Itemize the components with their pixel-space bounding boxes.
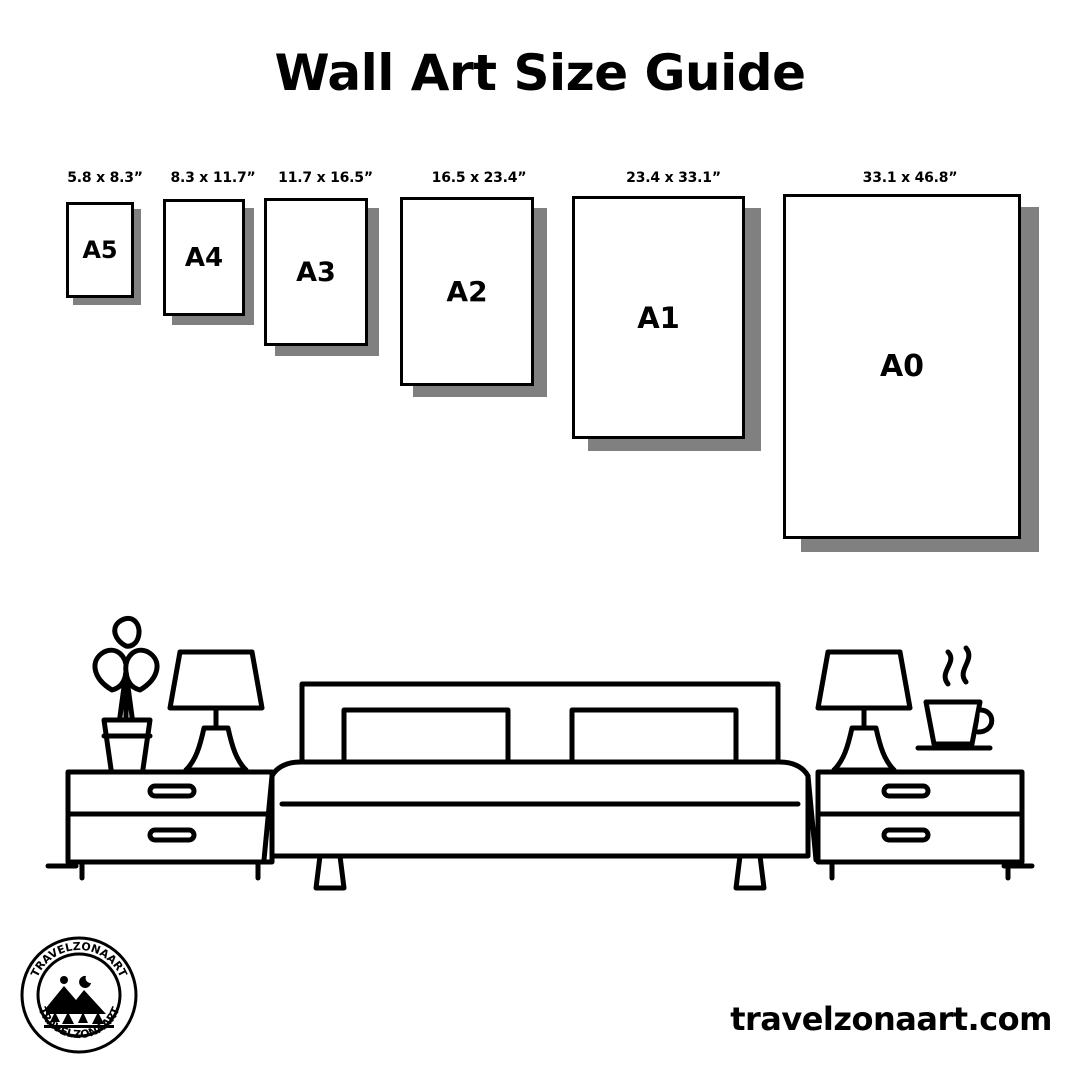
right-nightstand-icon [818, 772, 1022, 878]
frame-dimension-label-a3: 11.7 x 16.5” [278, 170, 373, 186]
frame-dimension-label-a2: 16.5 x 23.4” [431, 170, 527, 186]
coffee-cup-icon [918, 648, 992, 748]
frame-group-a3 [258, 170, 393, 385]
frame-label-a0: A0 [879, 349, 925, 384]
frame-group-a0 [780, 170, 1040, 590]
page-title: Wall Art Size Guide [274, 44, 806, 102]
frame-label-a2: A2 [446, 275, 488, 308]
left-table-lamp-icon [170, 652, 262, 770]
frame-group-a4 [158, 170, 268, 325]
frame-dimension-label-a0: 33.1 x 46.8” [862, 170, 958, 186]
frame-label-a5: A5 [82, 236, 118, 264]
right-table-lamp-icon [818, 652, 910, 770]
frame-dimension-label-a5: 5.8 x 8.3” [67, 170, 143, 186]
frame-box-a3[interactable] [264, 198, 368, 346]
logo-text-bottom: TRAVELZONAART [35, 1005, 123, 1042]
left-nightstand-icon [68, 772, 272, 878]
brand-logo[interactable] [14, 930, 144, 1060]
bedroom-illustration [0, 560, 1080, 920]
bed-icon [264, 684, 816, 888]
frame-label-a1: A1 [637, 300, 680, 335]
frame-group-a1 [566, 170, 781, 500]
frame-group-a2 [394, 170, 564, 430]
frame-box-a0[interactable] [783, 194, 1021, 539]
frame-group-a5 [60, 170, 150, 300]
frame-box-a4[interactable] [163, 199, 245, 316]
frame-dimension-label-a1: 23.4 x 33.1” [626, 170, 721, 186]
site-url[interactable]: travelzonaart.com [730, 1000, 1052, 1038]
logo-text-top: TRAVELZONAART [28, 939, 130, 980]
frame-label-a3: A3 [296, 256, 336, 288]
frame-label-a4: A4 [184, 242, 224, 273]
frame-dimension-label-a4: 8.3 x 11.7” [170, 170, 256, 186]
frame-box-a2[interactable] [400, 197, 534, 386]
frame-box-a5[interactable] [66, 202, 134, 298]
plant-vase-icon [95, 618, 157, 776]
frame-box-a1[interactable] [572, 196, 745, 439]
